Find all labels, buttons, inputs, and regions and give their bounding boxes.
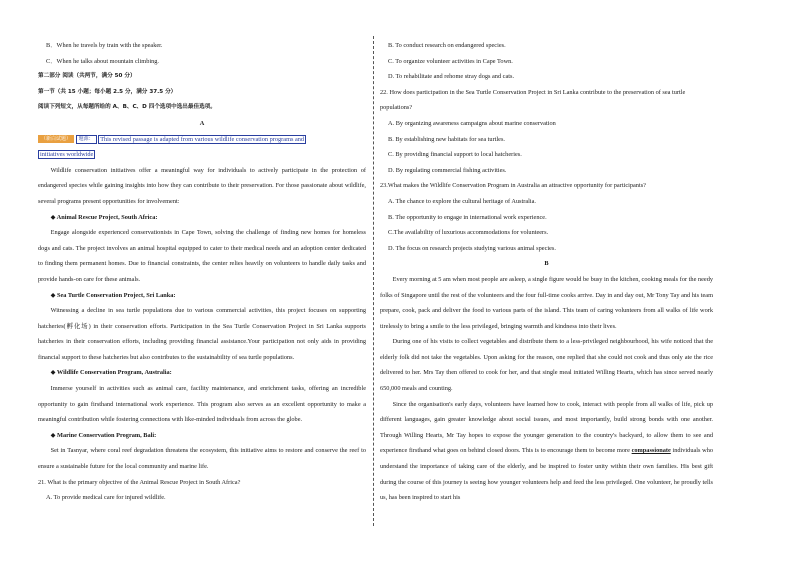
- heading-marine-bali: ◆ Marine Conservation Program, Bali:: [50, 431, 157, 439]
- passage-b-label: B: [544, 260, 549, 268]
- question-23: 23.What makes the Wildlife Conservation Program in Australia an attractive opportunity for participants?: [380, 182, 646, 190]
- paragraph-3-start: Since the organisation's early days, volunteers have learned how to cook, interact with people from all walks of life, pick up different languages, gain greater knowledge about social issues, and most importantly, build strong bonds with one another. Through Willing Hearts, Mr Tay hopes to expose the younger generation to the country's backyard, to allow them to see and experience firsthand what goes on behind closed doors. This is to encourage them to become more: [380, 400, 713, 455]
- q22-option-b: B. By establishing new habitats for sea turtles.: [388, 135, 505, 143]
- source-note-1: This revised passage is adapted from various wildlife conservation programs and: [100, 135, 305, 143]
- q22-option-a: A. By organizing awareness campaigns about marine conservation: [388, 119, 556, 127]
- q23-option-c: C.The availability of luxurious accommodations for volunteers.: [388, 229, 549, 237]
- left-column: [38, 38, 366, 506]
- section1-heading: 第一节（共 15 小题；每小题 2.5 分，满分 37.5 分）: [38, 88, 177, 95]
- source-tag: （新白试题）: [38, 135, 74, 143]
- question-21: 21. What is the primary objective of the Animal Rescue Project in South Africa?: [38, 478, 241, 486]
- paragraph-sea-turtle: Witnessing a decline in sea turtle populations due to various commercial activities, this project focuses on supporting hatcheries(孵化场) in their conservation efforts. Participation in the Sea Turtle Conservation Project in Sri Lanka supports hatcheries in their conservation efforts, including providing financial assistance.Your participation not only aids in providing financial support to these hatcheries but also contributes to the sustainability of sea turtle populations.: [38, 307, 366, 361]
- q23-option-b: B. The opportunity to engage in international work experience.: [388, 213, 547, 221]
- column-divider: [373, 36, 374, 526]
- paragraph-3-end: individuals who understand the importance of taking care of the elderly, and be inspired to foster unity within their own families. His best gift during the course of this journey is seeing how younger volunteers help and feed the less privileged. One volunteer, he proudly tells us, has been inspired to start his: [380, 447, 714, 502]
- heading-sea-turtle: ◆ Sea Turtle Conservation Project, Sri Lanka:: [50, 291, 176, 299]
- source-line: [38, 132, 366, 148]
- q21-option-c: C. To organize volunteer activities in Cape Town.: [388, 57, 513, 65]
- part2-heading: 第二部分 阅读（共两节，满分 50 分）: [38, 73, 136, 80]
- right-column: [380, 38, 713, 506]
- passage-b-paragraph-3: [380, 397, 713, 506]
- source-note-2-text: initiatives worldwide: [40, 151, 94, 159]
- highlighted-word: compassionate: [631, 447, 671, 455]
- paragraph-marine-bali: Set in Tasnyar, where coral reef degradation threatens the ecosystem, this initiative aims to restore and conserve the reef to ensure a sustainable future for the local community and marine life.: [38, 447, 366, 471]
- source-box: 题源：: [76, 135, 97, 144]
- source-note-2: [38, 147, 366, 163]
- option-b-prev: B．When he travels by train with the speaker.: [46, 42, 163, 49]
- intro-paragraph: Wildlife conservation initiatives offer a meaningful way for individuals to actively participate in the protection of endangered species while gaining insights into how they can contribute to their preservation. For those passionate about wildlife, several programs present opportunities for involvement:: [38, 166, 366, 205]
- q22-option-d: D. By regulating commercial fishing activities.: [388, 166, 507, 174]
- q23-option-d: D. The focus on research projects studying various animal species.: [388, 244, 556, 252]
- instructions: 阅读下列短文，从每题所给的 A、B、C、D 四个选项中选出最佳选项。: [38, 104, 216, 111]
- passage-a-label: A: [199, 119, 205, 127]
- question-22: 22. How does participation in the Sea Turtle Conservation Project in Sri Lanka contribute to the preservation of sea turtle populations?: [380, 88, 686, 112]
- option-c-prev: C．When he talks about mountain climbing.: [46, 57, 159, 65]
- q23-option-a: A. The chance to explore the cultural heritage of Australia.: [388, 197, 536, 205]
- paragraph-wildlife-australia: Immerse yourself in activities such as animal care, facility maintenance, and enrichment tasks, offering an incredible opportunity to gain firsthand international work experience. This program also serves as an excellent opportunity to make a meaningful contribution while fostering connections with like-minded individuals from across the globe.: [38, 385, 366, 424]
- q21-option-b: B. To conduct research on endangered species.: [388, 42, 506, 49]
- passage-b-paragraph-1: Every morning at 5 am when most people are asleep, a single figure would be busy in the kitchen, cooking meals for the needy folks of Singapore until the rest of the volunteers and the four full-time cooks arrive. Day in and day out, Mr Tony Tay and his team prepare, cook, pack and deliver the food to various parts of the island. This team of caring volunteers from all walks of life work tirelessly to bring a smile to the less privileged, bringing warmth and kindness into their lives.: [380, 275, 713, 330]
- q21-option-a: A. To provide medical care for injured wildlife.: [46, 494, 166, 502]
- heading-animal-rescue: ◆ Animal Rescue Project, South Africa:: [50, 213, 158, 221]
- passage-b-paragraph-2: During one of his visits to collect vegetables and distribute them to a less-privileged neighbourhood, his wife noticed that the elderly folk did not take the vegetables. Upon asking for the reason, one replied that she could not cook and thus only ate the rice delivered to her. Mrs Tay then offered to cook for her, and that single meal initiated Willing Hearts, which has since served nearly 650,000 meals and counting.: [380, 338, 713, 393]
- heading-wildlife-australia: ◆ Wildlife Conservation Program, Australia:: [50, 369, 172, 377]
- q21-option-d: D. To rehabilitate and rehome stray dogs and cats.: [388, 73, 515, 81]
- q22-option-c: C. By providing financial support to local hatcheries.: [388, 151, 522, 159]
- paragraph-animal-rescue: Engage alongside experienced conservationists in Cape Town, solving the challenge of finding new homes for homeless dogs and cats. The project involves an animal hospital equipped to cater to their medical needs and an adoption center dedicated to finding them permanent homes. Due to financial constraints, the center relies heavily on volunteers to handle daily tasks and provide hands-on care for these animals.: [38, 229, 366, 283]
